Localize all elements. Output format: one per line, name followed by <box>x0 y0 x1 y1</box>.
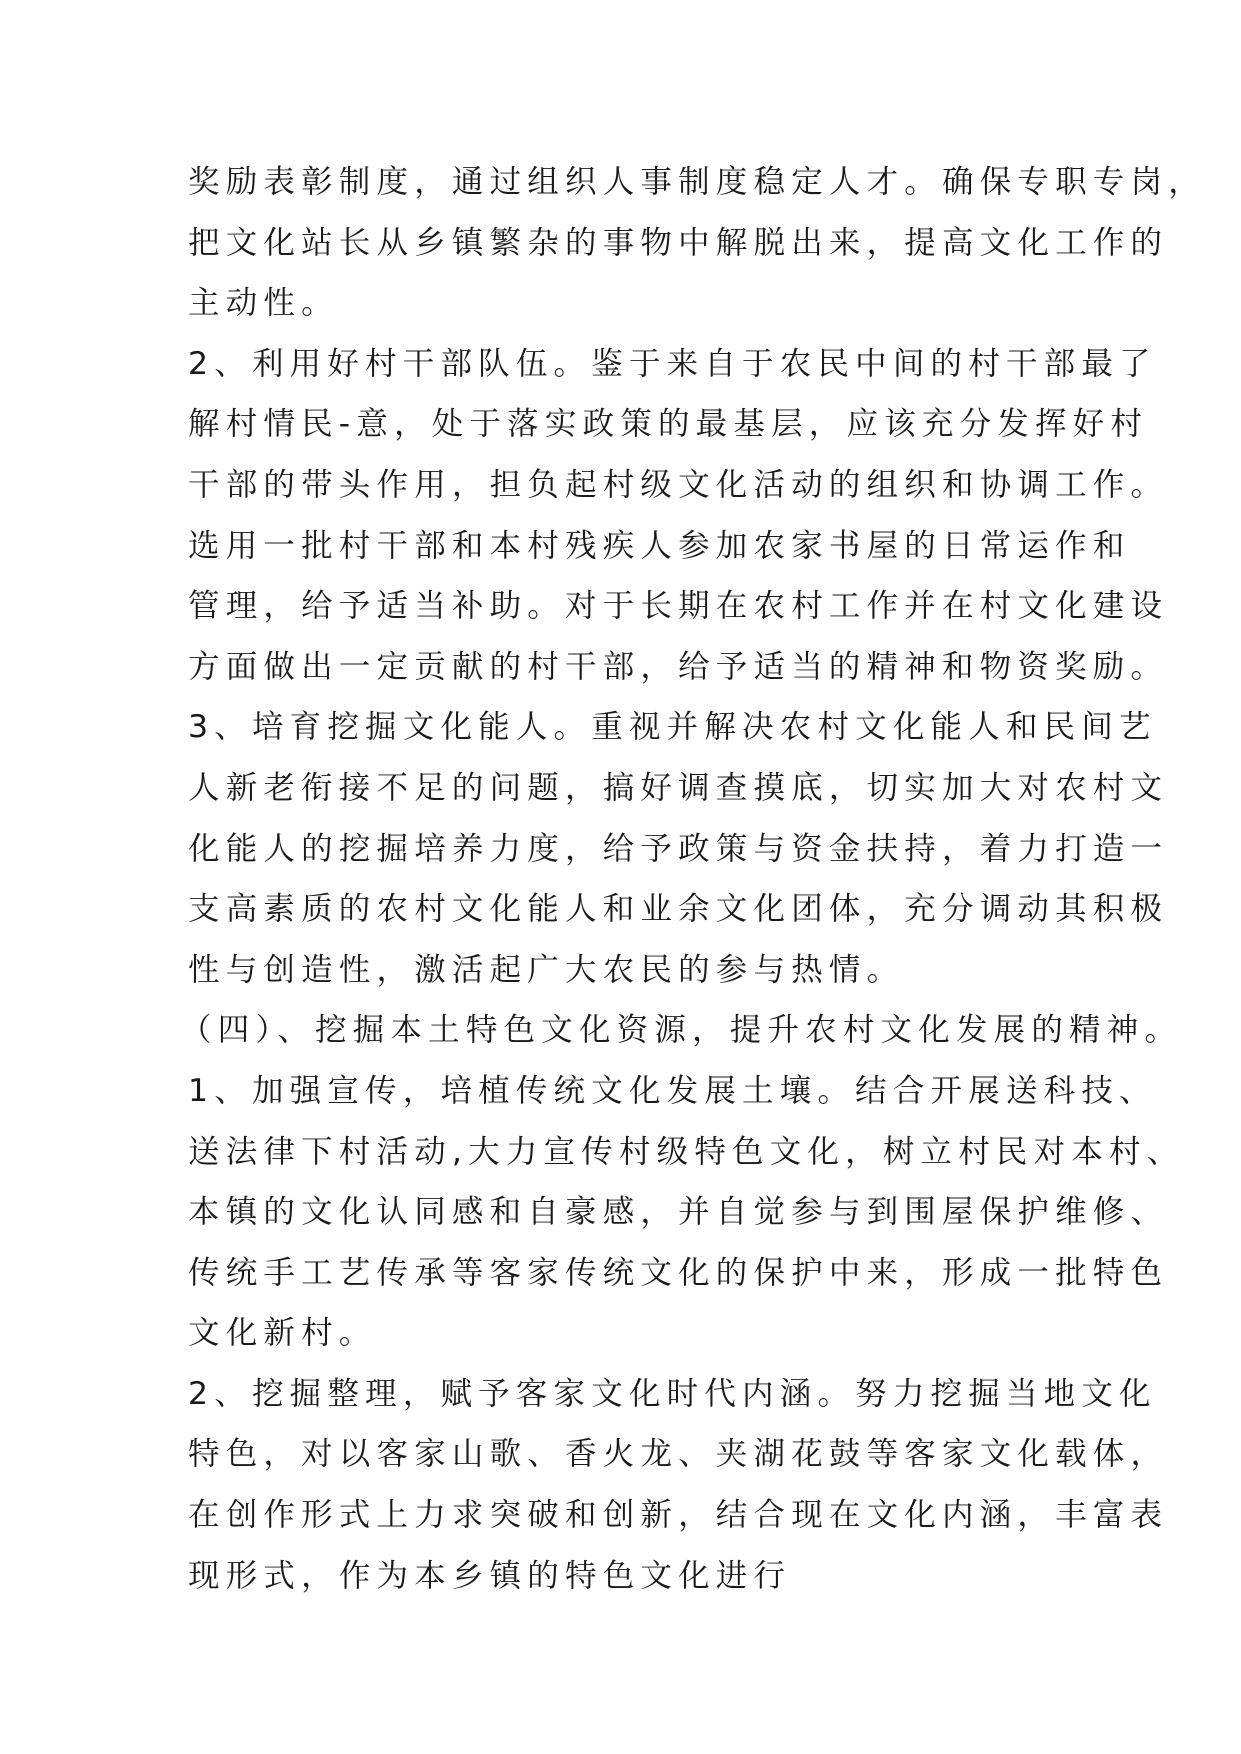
text-line: 2、挖掘整理，赋予客家文化时代内涵。努力挖掘当地文化 <box>188 1375 1157 1412</box>
text-line: 管理，给予适当补助。对于长期在农村工作并在村文化建设 <box>188 588 1169 625</box>
text-line: 选用一批村干部和本村残疾人参加农家书屋的日常运作和 <box>188 527 1131 564</box>
text-line: 本镇的文化认同感和自豪感，并自觉参与到围屋保护维修、 <box>188 1194 1169 1231</box>
text-line: 方面做出一定贡献的村干部，给予适当的精神和物资奖励。 <box>188 648 1169 685</box>
text-line: 性与创造性，激活起广大农民的参与热情。 <box>188 951 905 988</box>
text-line: 特色，对以客家山歌、香火龙、夹湖花鼓等客家文化载体， <box>188 1436 1169 1473</box>
text-line: 3、培育挖掘文化能人。重视并解决农村文化能人和民间艺 <box>188 709 1157 746</box>
text-line: 在创作形式上力求突破和创新，结合现在文化内涵，丰富表 <box>188 1497 1169 1534</box>
text-line: 送法律下村活动,大力宣传村级特色文化，树立村民对本村、 <box>188 1133 1185 1170</box>
body-text <box>180 152 1206 1606</box>
text-line: 传统手工艺传承等客家传统文化的保护中来，形成一批特色 <box>188 1254 1169 1291</box>
text-line: 主动性。 <box>188 285 339 322</box>
text-line: 2、利用好村干部队伍。鉴于来自于农民中间的村干部最了 <box>188 345 1157 382</box>
text-line: 现形式，作为本乡镇的特色文化进行 <box>188 1557 792 1594</box>
text-line: 1、加强宣传，培植传统文化发展土壤。结合开展送科技、 <box>188 1072 1157 1109</box>
text-line: 支高素质的农村文化能人和业余文化团体，充分调动其积极 <box>188 891 1169 928</box>
text-line: 人新老衔接不足的问题，搞好调查摸底，切实加大对农村文 <box>188 769 1169 806</box>
text-line: 化能人的挖掘培养力度，给予政策与资金扶持，着力打造一 <box>188 830 1169 867</box>
section-heading: （四）、挖掘本土特色文化资源，提升农村文化发展的精神。 <box>180 1012 1183 1049</box>
text-line: 解村情民-意，处于落实政策的最基层，应该充分发挥好村 <box>188 406 1149 443</box>
text-line: 奖励表彰制度，通过组织人事制度稳定人才。确保专职专岗， <box>188 164 1206 200</box>
text-line: 干部的带头作用，担负起村级文化活动的组织和协调工作。 <box>188 466 1169 503</box>
text-line: 文化新村。 <box>188 1315 377 1352</box>
text-line: 把文化站长从乡镇繁杂的事物中解脱出来，提高文化工作的 <box>188 224 1169 261</box>
